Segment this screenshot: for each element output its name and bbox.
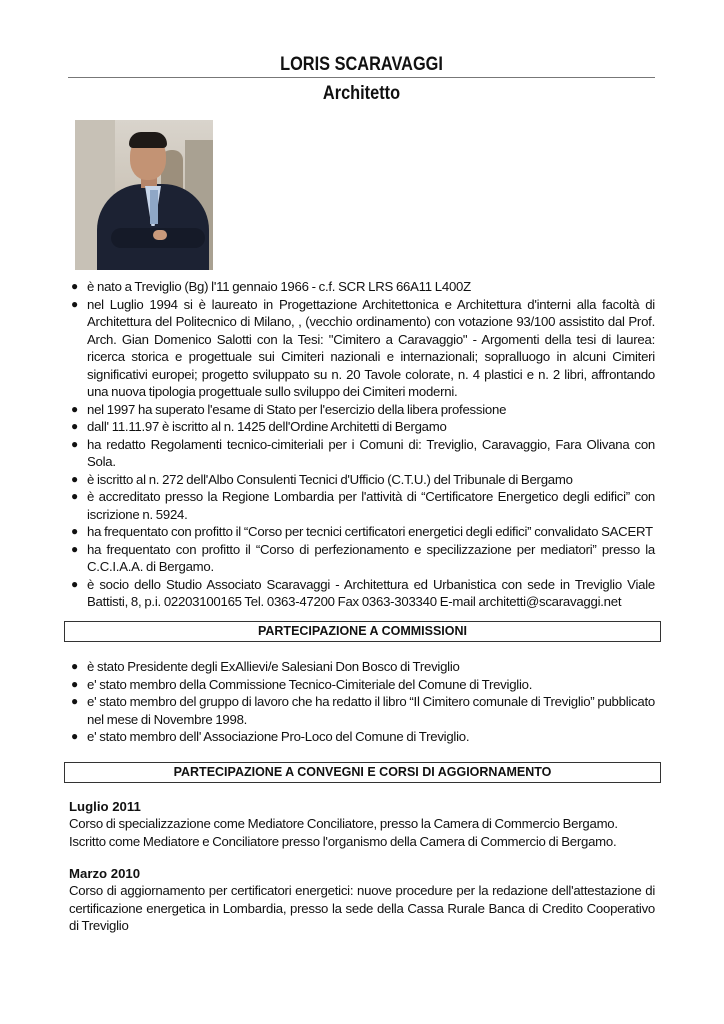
list-item: ● è stato Presidente degli ExAllievi/e Salesiani Don Bosco di Treviglio (71, 659, 460, 674)
list-item: ● nel 1997 ha superato l'esame di Stato per l'esercizio della libera professione (71, 401, 507, 417)
list-item: ● è iscritto al n. 272 dell'Albo Consulenti Tecnici d'Ufficio (C.T.U.) del Tribunale di Bergamo (71, 471, 573, 487)
list-item: ● è socio dello Studio Associato Scaravaggi - Architettura ed Urbanistica con sede in Treviglio Viale Battisti, 8, p.i. 02203100165 Tel. 0363-47200 Fax 0363-303340 E-mail architetti@scaravaggi.net (71, 576, 655, 609)
profession-title: Architetto (322, 83, 401, 104)
entry-date: Luglio 2011 (69, 799, 141, 814)
list-item: ● dall' 11.11.97 è iscritto al n. 1425 dell'Ordine Architetti di Bergamo (71, 419, 447, 434)
list-item: ● e' stato membro dell' Associazione Pro-Loco del Comune di Treviglio. (71, 729, 470, 744)
entry-text: Corso di specializzazione come Mediatore Conciliatore, presso la Camera di Commercio Bergamo. Iscritto come Mediatore e Conciliatore presso l'organismo della Camera di Commercio di Bergamo. (69, 816, 618, 849)
section-header-conferences: PARTECIPAZIONE A CONVEGNI E CORSI DI AGGIORNAMENTO (64, 762, 661, 783)
list-item: ● ha redatto Regolamenti tecnico-cimiteriali per i Comuni di: Treviglio, Caravaggio, Fara Olivana con Sola. (71, 436, 655, 469)
list-item: ● ha frequentato con profitto il “Corso per tecnici certificatori energetici degli edifici” convalidato SACERT (71, 524, 653, 539)
list-item: ● e' stato membro della Commissione Tecnico-Cimiteriale del Comune di Treviglio. (71, 676, 533, 692)
portrait-photo (75, 120, 213, 270)
commissions-list (69, 658, 655, 746)
list-item: ● nel Luglio 1994 si è laureato in Progettazione Architettonica e Architettura d'interni alla facoltà di Architettura del Politecnico di Milano, , (vecchio ordinamento) con votazione 93/100 assistito dal Prof. Arch. Gian Domenico Salotti con la Tesi: "Cimitero a Caravaggio" - Argomenti della tesi di laurea: ricerca storica e progettuale sui Cimiteri nazionali e internazionali; sopralluogo in alcuni Cimiteri significativi europei; progetto sviluppato su n. 20 Tavole colorate, n. 4 plastici e n. 2 libri, affrontando una nuova tipologia progettuale sullo sviluppo dei Cimiteri moderni. (71, 296, 655, 399)
list-item: ● ha frequentato con profitto il “Corso di perfezionamento e specilizzazione per mediatori” presso la C.C.I.A.A. di Bergamo. (71, 541, 655, 574)
title-divider (68, 77, 655, 78)
entry-date: Marzo 2010 (69, 866, 141, 881)
list-item: ● è accreditato presso la Regione Lombardia per l'attività di “Certificatore Energetico degli edifici” con iscrizione n. 5924. (71, 489, 655, 522)
list-item: ● e' stato membro del gruppo di lavoro che ha redatto il libro “Il Cimitero comunale di Treviglio” pubblicato nel mese di Novembre 1998. (71, 694, 655, 727)
person-name: LORIS SCARAVAGGI (280, 54, 443, 75)
profile-list (69, 278, 655, 611)
section-header-commissions: PARTECIPAZIONE A COMMISSIONI (64, 621, 661, 642)
entry-text: Corso di aggiornamento per certificatori energetici: nuove procedure per la redazione dell'attestazione di certificazione energetica in Lombardia, presso la sede della Cassa Rurale Banca di Credito Cooperativo di Treviglio (69, 883, 655, 933)
list-item: ● è nato a Treviglio (Bg) l'11 gennaio 1966 - c.f. SCR LRS 66A11 L400Z (71, 279, 471, 294)
